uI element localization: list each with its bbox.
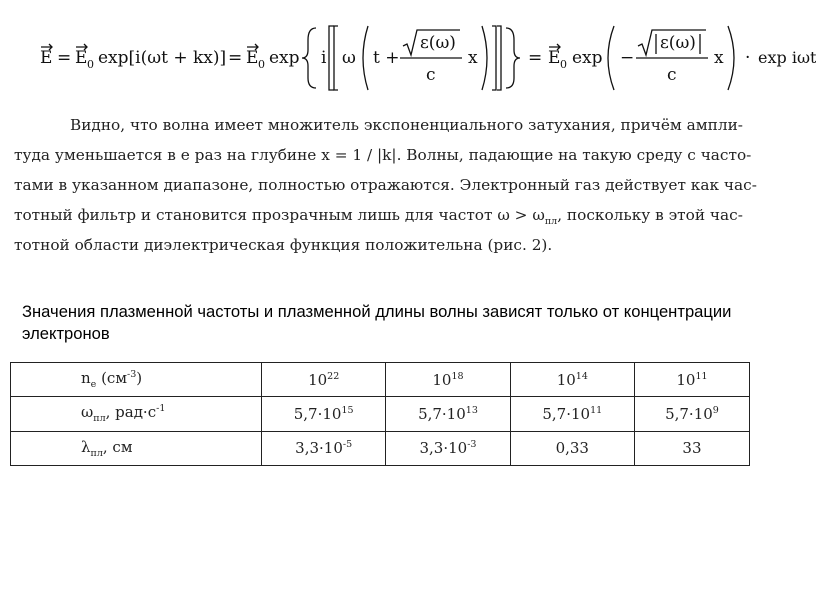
svg-text:ε(ω): ε(ω) bbox=[660, 33, 696, 53]
svg-text:E: E bbox=[548, 48, 561, 68]
svg-text:x: x bbox=[468, 48, 478, 68]
table-row bbox=[11, 397, 750, 431]
svg-text:E: E bbox=[40, 48, 53, 68]
svg-text:·: · bbox=[745, 48, 751, 68]
svg-text:c: c bbox=[426, 65, 436, 85]
table-cell: $10^{11}$ bbox=[634, 363, 749, 397]
paragraph-line-5: тотной области диэлектрическая функция положительна (рис. 2). bbox=[14, 236, 553, 254]
paragraph-line-2-end: . Волны, падающие на такую среду с часто- bbox=[396, 146, 752, 164]
row-label-plasma-wavelength: $\lambda_{пл}$, см bbox=[11, 431, 262, 465]
paragraph-line-1: Видно, что волна имеет множитель экспоненциального затухания, причём ампли- bbox=[70, 116, 743, 134]
table-row bbox=[11, 363, 750, 397]
svg-text:ε(ω): ε(ω) bbox=[420, 33, 456, 53]
table-cell: $5,7\cdot 10^{15}$ bbox=[262, 397, 386, 431]
table-cell: 0,33 bbox=[510, 431, 634, 465]
svg-text:t +: t + bbox=[373, 48, 400, 68]
paragraph-line-2 bbox=[14, 140, 762, 170]
table-cell: $3,3\cdot 10^{-3}$ bbox=[386, 431, 510, 465]
plasma-values-table bbox=[10, 362, 750, 466]
svg-text:x: x bbox=[714, 48, 724, 68]
depth-equation: x = 1 / |k| bbox=[321, 146, 397, 164]
frequency-condition-sub: пл bbox=[544, 216, 558, 228]
paragraph-line-2-start: туда уменьшается в e раз на глубине bbox=[14, 146, 322, 164]
svg-text:ω: ω bbox=[342, 48, 356, 68]
paragraph-line-4 bbox=[14, 200, 762, 230]
table-cell: $5,7\cdot 10^{13}$ bbox=[386, 397, 510, 431]
svg-text:=: = bbox=[528, 48, 543, 68]
field-equation bbox=[40, 18, 816, 98]
svg-text:0: 0 bbox=[87, 58, 94, 71]
svg-text:exp: exp bbox=[572, 48, 603, 68]
svg-text:exp: exp bbox=[269, 48, 300, 68]
table-row bbox=[11, 431, 750, 465]
table-cell: $5,7\cdot 10^{11}$ bbox=[510, 397, 634, 431]
frequency-condition: ω > ω bbox=[497, 206, 545, 224]
paragraph-line-4-start: тотный фильтр и становится прозрачным лишь для частот bbox=[14, 206, 498, 224]
svg-text:0: 0 bbox=[560, 58, 567, 71]
table-cell: $5,7\cdot 10^9$ bbox=[634, 397, 749, 431]
table-intro-text: Значения плазменной частоты и плазменной длины волны зависят только от концентрации электронов bbox=[22, 302, 732, 343]
row-label-plasma-frequency: $\omega_{пл}$, $рад\cdot с^{-1}$ bbox=[11, 397, 262, 431]
svg-text:E: E bbox=[246, 48, 259, 68]
svg-text:−: − bbox=[620, 48, 635, 68]
row-label-concentration: $n_e$ $(см^{-3})$ bbox=[11, 363, 262, 397]
svg-text:0: 0 bbox=[258, 58, 265, 71]
paragraph-line-3: тами в указанном диапазоне, полностью отражаются. Электронный газ действует как час- bbox=[14, 176, 757, 194]
table-cell: $10^{14}$ bbox=[510, 363, 634, 397]
svg-text:i: i bbox=[321, 48, 327, 68]
svg-text:c: c bbox=[667, 65, 677, 85]
svg-text:E: E bbox=[75, 48, 88, 68]
svg-text:exp[i(ωt + kx)]: exp[i(ωt + kx)] bbox=[98, 48, 227, 68]
field-equation-tail: exp iωt bbox=[758, 48, 816, 67]
table-cell: $3,3\cdot 10^{-5}$ bbox=[262, 431, 386, 465]
svg-text:=: = bbox=[228, 48, 243, 68]
table-cell: $10^{22}$ bbox=[262, 363, 386, 397]
explanation-paragraph bbox=[14, 110, 762, 260]
paragraph-line-4-end: , поскольку в этой час- bbox=[557, 206, 743, 224]
table-cell: 33 bbox=[634, 431, 749, 465]
table-cell: $10^{18}$ bbox=[386, 363, 510, 397]
svg-text:=: = bbox=[57, 48, 72, 68]
